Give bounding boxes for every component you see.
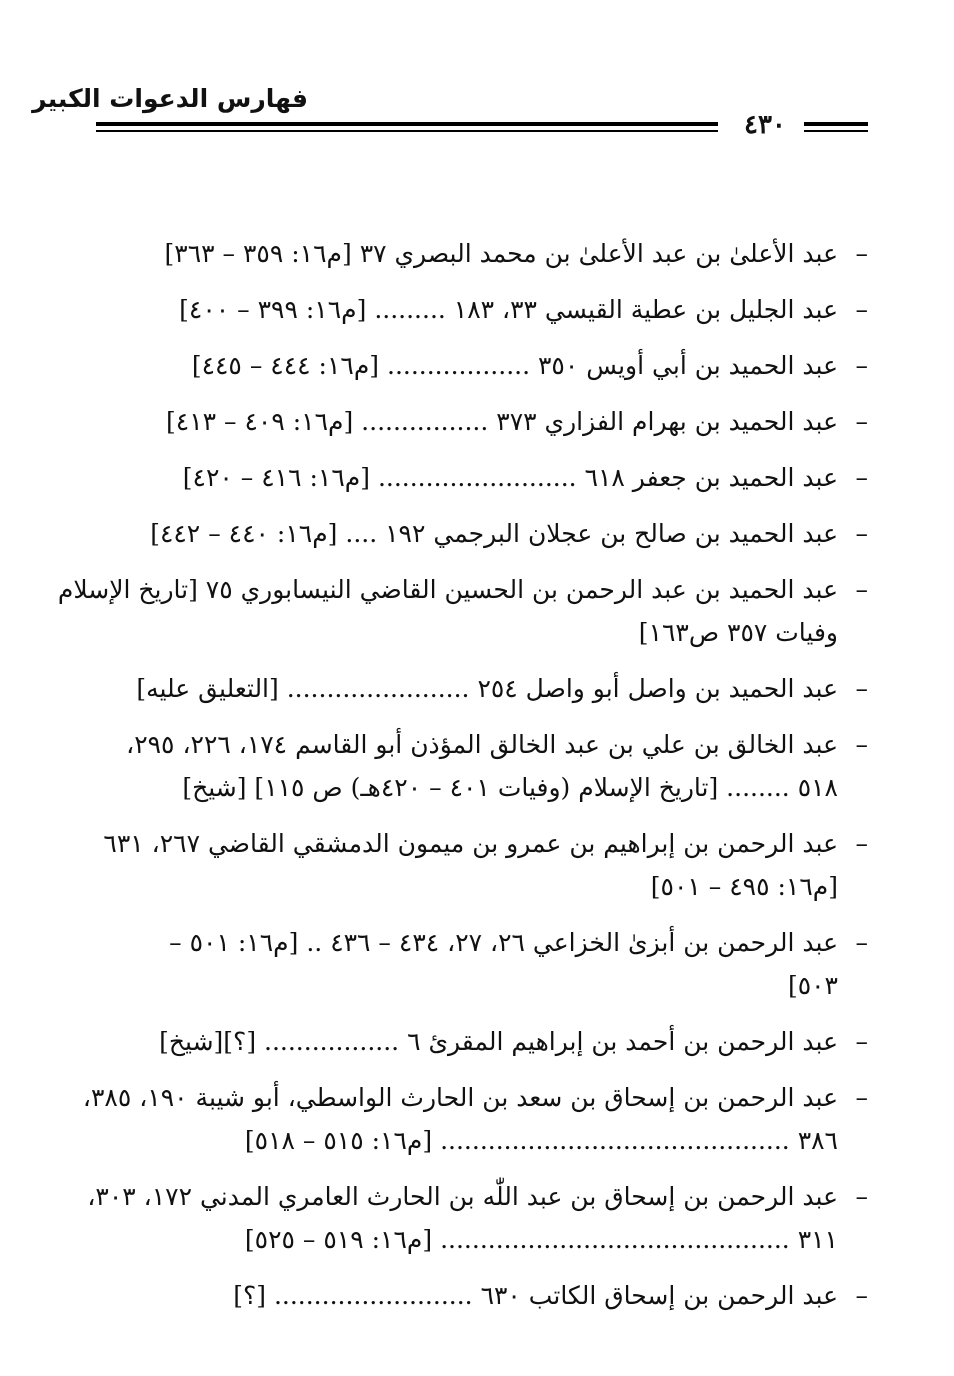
entry-dash: – [855,575,868,604]
entry-line: ٥٠٣] [787,971,838,1000]
page-number: ٤٣٠ [736,110,794,140]
entry-line: عبد الرحمن بن أبزىٰ الخزاعي ٢٦، ٢٧، ٤٣٤ – ٤٣٦ .. [م١٦: ٥٠١ – [169,928,838,957]
entry-line: عبد الحميد بن أبي أويس ٣٥٠ .................. [م١٦: ٤٤٤ – ٤٤٥] [191,351,838,380]
entry-line: عبد الرحمن بن إبراهيم بن عمرو بن ميمون الدمشقي القاضي ٢٦٧، ٦٣١ [103,829,838,858]
entry-line: عبد الحميد بن واصل أبو واصل ٢٥٤ ....................... [التعليق عليه] [136,674,838,703]
entry-line: وفيات ٣٥٧ ص١٦٣] [638,618,838,647]
entry-line: عبد الرحمن بن إسحاق بن عبد اللّٰه بن الحارث العامري المدني ١٧٢، ٣٠٣، [87,1182,838,1211]
entry-dash: – [855,730,868,759]
entry-line: ٣٨٦ ............................................ [م١٦: ٥١٥ – ٥١٨] [244,1126,838,1155]
entry-dash: – [855,1083,868,1112]
index-entry [96,921,868,1007]
entry-line: عبد الجليل بن عطية القيسي ٣٣، ١٨٣ ......... [م١٦: ٣٩٩ – ٤٠٠] [179,295,838,324]
entry-line: عبد الحميد بن عبد الرحمن بن الحسين القاضي النيسابوري ٧٥ [تاريخ الإسلام [57,575,838,604]
index-entry [57,568,868,654]
entry-line: ٣١١ ............................................ [م١٦: ٥١٩ – ٥٢٥] [244,1225,838,1254]
entry-line: عبد الحميد بن صالح بن عجلان البرجمي ١٩٢ .... [م١٦: ٤٤٠ – ٤٤٢] [150,519,838,548]
entry-line: عبد الأعلىٰ بن عبد الأعلىٰ بن محمد البصري ٣٧ [م١٦: ٣٥٩ – ٣٦٣] [164,239,838,268]
entry-dash: – [855,1281,868,1310]
entry-line: عبد الرحمن بن إسحاق الكاتب ٦٣٠ ......................... [؟] [233,1281,838,1310]
entry-dash: – [855,519,868,548]
entry-line: عبد الحميد بن بهرام الفزاري ٣٧٣ ................ [م١٦: ٤٠٩ – ٤١٣] [166,407,838,436]
header-rule [96,122,718,126]
index-entry [96,1020,868,1063]
entry-line: عبد الرحمن بن إسحاق بن سعد بن الحارث الواسطي، أبو شيبة ١٩٠، ٣٨٥، [82,1083,838,1112]
entry-dash: – [855,928,868,957]
index-entry [87,1175,868,1261]
index-entry [96,667,868,710]
entry-dash: – [855,674,868,703]
entry-line: عبد الخالق بن علي بن عبد الخالق المؤذن أبو القاسم ١٧٤، ٢٢٦، ٢٩٥، [126,730,838,759]
entry-dash: – [855,407,868,436]
index-entry [96,456,868,499]
entry-line: [م١٦: ٤٩٥ – ٥٠١] [650,872,838,901]
entry-dash: – [855,295,868,324]
index-entry-list [57,232,868,1330]
entry-dash: – [855,1027,868,1056]
index-entry [96,1274,868,1317]
header-rule [804,130,868,132]
index-entry [96,723,868,809]
entry-dash: – [855,1182,868,1211]
index-entry [96,288,868,331]
index-entry [82,1076,868,1162]
entry-dash: – [855,351,868,380]
header-rule [804,122,868,126]
entry-line: ٥١٨ ........ [تاريخ الإسلام (وفيات ٤٠١ – ٤٢٠هـ) ص ١١٥] [شيخ] [182,773,838,802]
entry-line: عبد الحميد بن جعفر ٦١٨ ......................... [م١٦: ٤١٦ – ٤٢٠] [182,463,838,492]
header-rule [96,130,718,132]
running-header-title: فهارس الدعوات الكبير [32,84,308,113]
index-entry [96,400,868,443]
running-header [32,82,868,152]
entry-line: عبد الرحمن بن أحمد بن إبراهيم المقرئ ٦ ................. [؟][شيخ] [159,1027,838,1056]
index-entry [96,344,868,387]
index-entry [96,512,868,555]
entry-dash: – [855,829,868,858]
entry-dash: – [855,463,868,492]
entry-dash: – [855,239,868,268]
index-entry [96,232,868,275]
index-entry [96,822,868,908]
